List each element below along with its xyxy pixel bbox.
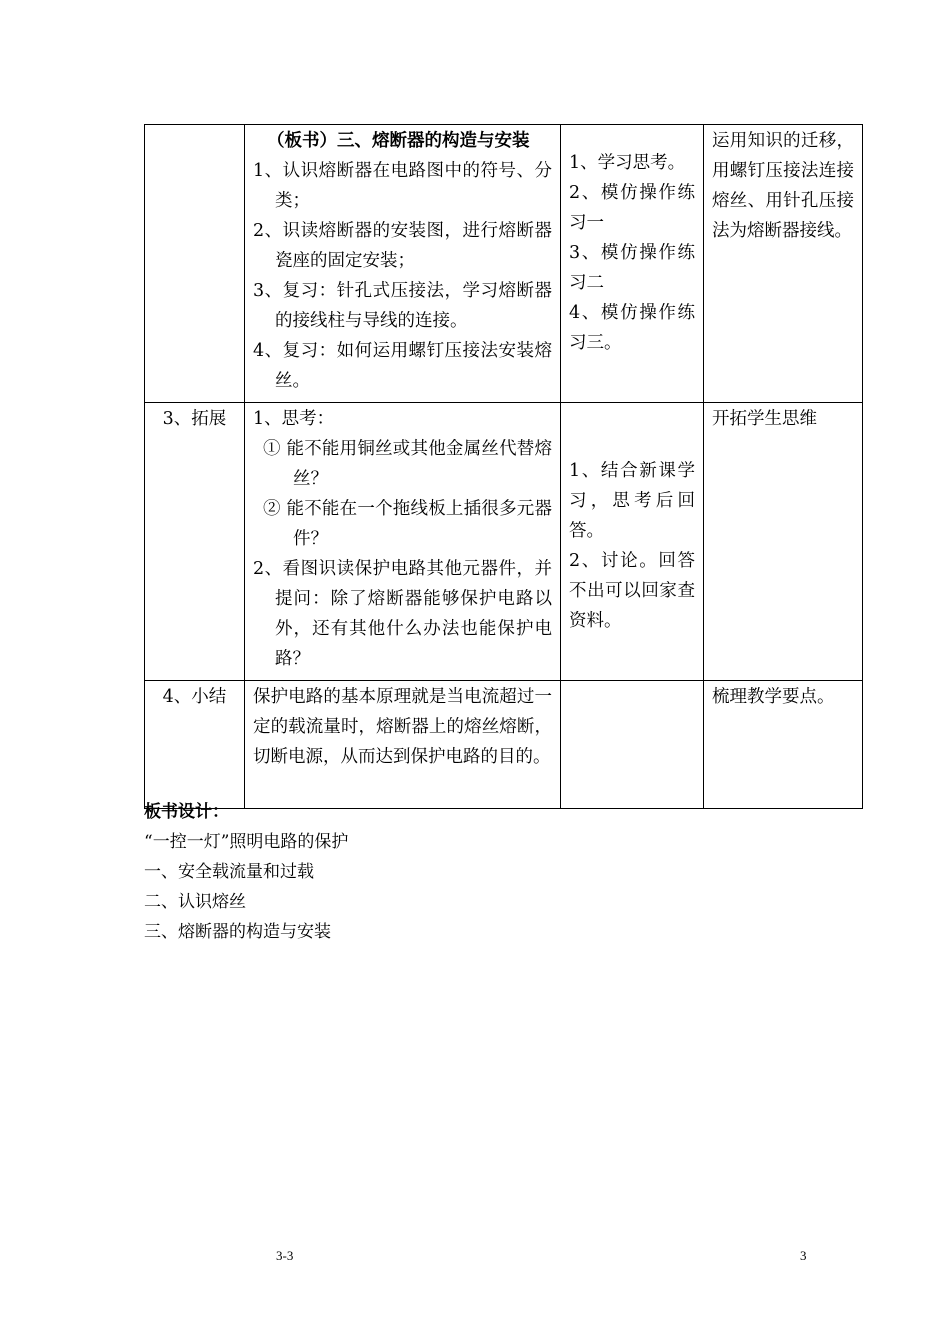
student-line: 3、模仿操作练习二 (569, 243, 695, 293)
board-heading: 板书设计： (144, 802, 229, 822)
content-line: ① 能不能用铜丝或其他金属丝代替熔丝？ (263, 439, 552, 489)
content-line: 1、思考： (253, 409, 335, 429)
board-line: 二、认识熔丝 (144, 892, 246, 912)
content-line: 2、识读熔断器的安装图，进行熔断器瓷座的固定安装； (253, 221, 552, 271)
board-line: “一控一灯”照明电路的保护 (144, 832, 349, 852)
purpose-cell: 运用知识的迁移，用螺钉压接法连接熔丝、用针孔压接法为熔断器接线。 (704, 125, 863, 403)
step-cell: 4、小结 (145, 681, 245, 809)
content-line: 4、复习：如何运用螺钉压接法安装熔丝。 (253, 341, 552, 391)
student-cell (561, 403, 704, 681)
board-line: 一、安全载流量和过载 (144, 862, 314, 882)
content-title: （板书）三、熔断器的构造与安装 (267, 131, 530, 151)
student-line: 1、结合新课学习，思考后回答。 (569, 461, 695, 541)
step-cell: 3、拓展 (145, 403, 245, 681)
purpose-cell: 梳理教学要点。 (704, 681, 863, 809)
board-line: 三、熔断器的构造与安装 (144, 922, 331, 942)
content-line: 2、看图识读保护电路其他元器件，并提问：除了熔断器能够保护电路以外，还有其他什么办法也能保护电路？ (253, 559, 552, 669)
content-line: 保护电路的基本原理就是当电流超过一定的载流量时，熔断器上的熔丝熔断，切断电源，从而达到保护电路的目的。 (253, 687, 552, 767)
purpose-cell: 开拓学生思维 (704, 403, 863, 681)
step-cell (145, 125, 245, 403)
student-cell (561, 681, 704, 809)
footer-page-number: 3 (800, 1248, 807, 1263)
lesson-plan-table (144, 124, 863, 809)
content-cell (245, 403, 561, 681)
content-line: 3、复习：针孔式压接法，学习熔断器的接线柱与导线的连接。 (253, 281, 552, 331)
student-cell (561, 125, 704, 403)
table-row (145, 403, 863, 681)
student-line: 2、模仿操作练习一 (569, 183, 695, 233)
content-cell (245, 681, 561, 809)
student-line: 1、学习思考。 (569, 153, 686, 173)
table-row (145, 125, 863, 403)
table-row (145, 681, 863, 809)
footer-page-label: 3-3 (276, 1248, 294, 1263)
content-line: 1、认识熔断器在电路图中的符号、分类； (253, 161, 552, 211)
board-design (144, 797, 844, 947)
content-cell (245, 125, 561, 403)
content-line: ② 能不能在一个拖线板上插很多元器件？ (263, 499, 552, 549)
student-line: 4、模仿操作练习三。 (569, 303, 695, 353)
student-line: 2、讨论。回答不出可以回家查资料。 (569, 551, 695, 631)
